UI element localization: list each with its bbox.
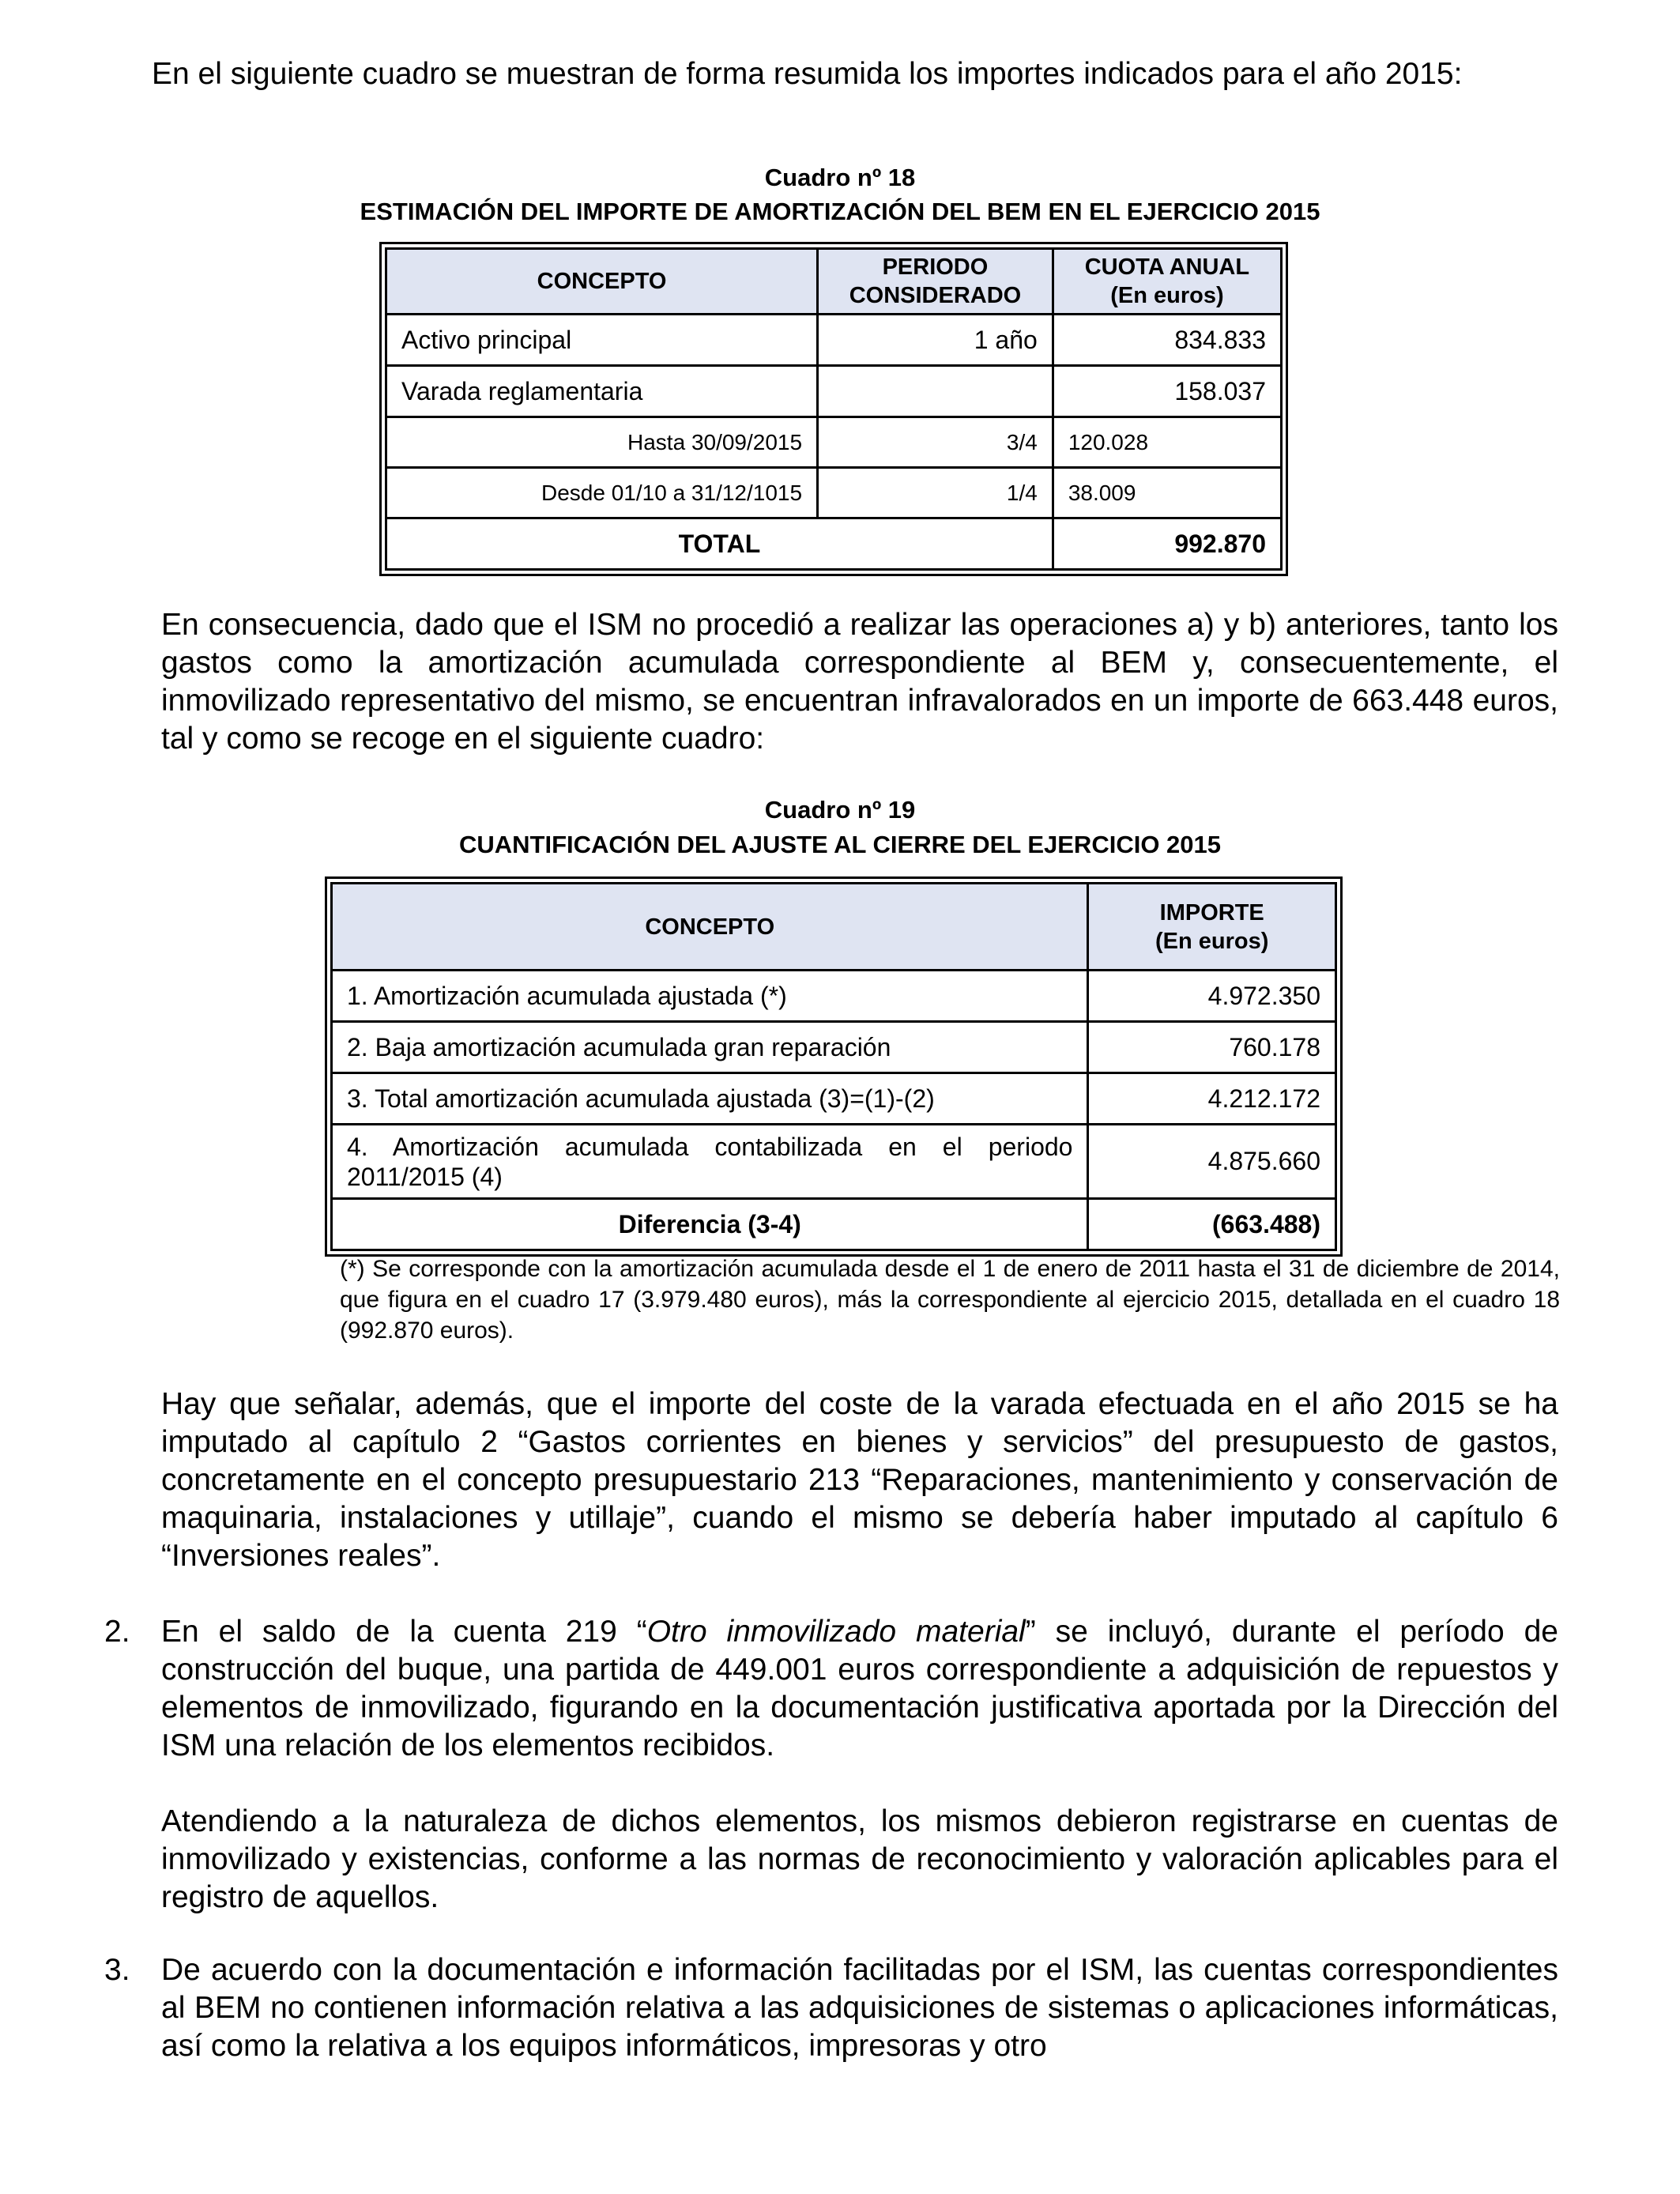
table-cell: 3. Total amortización acumulada ajustada (3)=(1)-(2) [332, 1073, 1088, 1125]
table-row [386, 417, 1282, 468]
cuadro19-header-concepto: CONCEPTO [332, 884, 1088, 971]
table-cell: 4.875.660 [1088, 1125, 1336, 1199]
table-cell: 158.037 [1053, 366, 1281, 417]
table-cell: 760.178 [1088, 1022, 1336, 1073]
intro-paragraph: En el siguiente cuadro se muestran de forma resumida los importes indicados para el año 2015: [152, 57, 1463, 91]
table-cell: 834.833 [1053, 315, 1281, 366]
table-row [332, 1125, 1336, 1199]
cuadro19-header-importe [1088, 884, 1336, 971]
list-number-3: 3. [104, 1953, 130, 1987]
table-cell: 2. Baja amortización acumulada gran reparación [332, 1022, 1088, 1073]
table-row [332, 1022, 1336, 1073]
cuadro18-header-cuota-label: CUOTA ANUAL [1084, 254, 1250, 280]
cuadro18-table [385, 247, 1283, 571]
cuadro19-header-importe-label: IMPORTE [1159, 899, 1264, 925]
table-row [386, 315, 1282, 366]
table-cell: Activo principal [386, 315, 818, 366]
cuadro18-number: Cuadro nº 18 [764, 164, 916, 191]
table-row [332, 1073, 1336, 1125]
table-cell: 4.212.172 [1088, 1073, 1336, 1125]
table-cell: 38.009 [1053, 468, 1281, 518]
cuadro19-number: Cuadro nº 19 [764, 796, 916, 824]
paragraph-consecuencia: En consecuencia, dado que el ISM no procedió a realizar las operaciones a) y b) anteriores, tanto los gastos como la amortización acumulada correspondiente al BEM y, consecuentemente, el inmovilizado representativo del mismo, se encuentran infravalorados en un importe de 663.448 euros, tal y como se recoge en el siguiente cuadro: [161, 608, 1558, 756]
table-total-row [332, 1199, 1336, 1250]
table-cell: 4. Amortización acumulada contabilizada en el periodo 2011/2015 (4) [332, 1125, 1088, 1199]
cuadro19-title: CUANTIFICACIÓN DEL AJUSTE AL CIERRE DEL EJERCICIO 2015 [458, 831, 1222, 858]
table-row [386, 366, 1282, 417]
list-item-2 [161, 1613, 1558, 1765]
list-number-2: 2. [104, 1615, 130, 1649]
cuadro18-header-cuota [1053, 249, 1281, 315]
list-item-2-text-after: ” se incluyó, durante el período de construcción del buque, una partida de 449.001 euros correspondiente a adquisición de repuestos y elementos de inmovilizado, figurando en la documentación justificativa aportada por la Dirección del ISM una relación de los elementos recibidos. [161, 1615, 1558, 1762]
table-cell: 120.028 [1053, 417, 1281, 468]
cuadro18-total-value: 992.870 [1053, 518, 1281, 570]
cuadro18-header-concepto: CONCEPTO [386, 249, 818, 315]
cuadro19-total-label: Diferencia (3-4) [332, 1199, 1088, 1250]
table-total-row [386, 518, 1282, 570]
cuadro18-header-periodo: PERIODO CONSIDERADO [818, 249, 1053, 315]
cuadro19-table [330, 882, 1337, 1251]
table-cell: Hasta 30/09/2015 [386, 417, 818, 468]
cuadro19-header-importe-unit: (En euros) [1155, 928, 1269, 954]
cuadro18-header-cuota-unit: (En euros) [1110, 283, 1224, 308]
table-cell: Varada reglamentaria [386, 366, 818, 417]
table-cell: 3/4 [818, 417, 1053, 468]
list-item-3: De acuerdo con la documentación e información facilitadas por el ISM, las cuentas correspondientes al BEM no contienen información relativa a las adquisiciones de sistemas o aplicaciones informáticas, así como la relativa a los equipos informáticos, impresoras y otro [161, 1953, 1558, 2063]
cuadro18-title: ESTIMACIÓN DEL IMPORTE DE AMORTIZACIÓN DEL BEM EN EL EJERCICIO 2015 [360, 198, 1320, 225]
table-row [332, 971, 1336, 1022]
table-cell: 1 año [818, 315, 1053, 366]
table-cell: Desde 01/10 a 31/12/1015 [386, 468, 818, 518]
paragraph-varada: Hay que señalar, además, que el importe del coste de la varada efectuada en el año 2015 se ha imputado al capítulo 2 “Gastos corrientes en bienes y servicios” del presupuesto de gastos, concretamente en el concepto presupuestario 213 “Reparaciones, mantenimiento y conservación de maquinaria, instalaciones y utillaje”, cuando el mismo se debería haber imputado al capítulo 6 “Inversiones reales”. [161, 1387, 1558, 1573]
table-cell: 4.972.350 [1088, 971, 1336, 1022]
paragraph-naturaleza: Atendiendo a la naturaleza de dichos elementos, los mismos debieron registrarse en cuentas de inmovilizado y existencias, conforme a las normas de reconocimiento y valoración aplicables para el registro de aquellos. [161, 1804, 1558, 1914]
table-cell: 1/4 [818, 468, 1053, 518]
list-item-2-text-before: En el saldo de la cuenta 219 “ [161, 1615, 647, 1649]
table-row [386, 468, 1282, 518]
cuadro19-footnote: (*) Se corresponde con la amortización acumulada desde el 1 de enero de 2011 hasta el 31 de diciembre de 2014, que figura en el cuadro 17 (3.979.480 euros), más la correspondiente al ejercicio 2015, detallada en el cuadro 18 (992.870 euros). [340, 1256, 1560, 1344]
list-item-2-account-name: Otro inmovilizado material [646, 1615, 1026, 1649]
table-cell: 1. Amortización acumulada ajustada (*) [332, 971, 1088, 1022]
table-cell [818, 366, 1053, 417]
cuadro19-total-value: (663.488) [1088, 1199, 1336, 1250]
cuadro18-total-label: TOTAL [386, 518, 1053, 570]
